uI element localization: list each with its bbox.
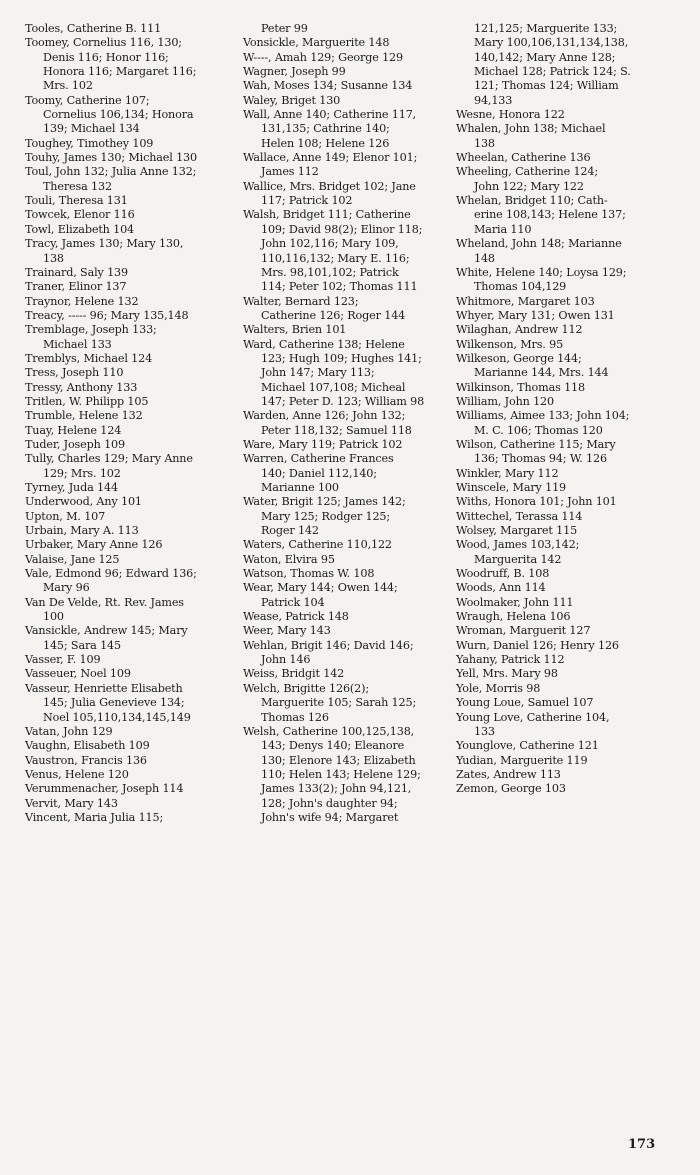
- index-entry: [25, 524, 239, 538]
- index-entry-continuation: Catherine 126; Roger 144: [261, 308, 406, 322]
- index-entry: [25, 280, 239, 294]
- index-entry: [456, 122, 692, 151]
- index-entry-line: Vonsickle, Marguerite 148: [243, 36, 390, 50]
- index-entry-continuation: 145; Julia Genevieve 134;: [43, 696, 185, 710]
- index-entry-line: Woolmaker, John 111: [456, 595, 574, 609]
- index-entry-line: Warden, Anne 126; John 132;: [243, 409, 406, 423]
- index-entry: [25, 208, 239, 222]
- index-entry: [243, 208, 465, 294]
- index-entry-line: Tooles, Catherine B. 111: [25, 22, 162, 35]
- index-entry-continuation: Roger 142: [261, 524, 319, 538]
- index-entry-line: Wood, James 103,142;: [456, 538, 580, 552]
- index-entry-line: Wurn, Daniel 126; Henry 126: [456, 638, 619, 652]
- index-entry-line: Weer, Mary 143: [243, 624, 331, 638]
- index-entry: [456, 667, 692, 681]
- index-entry: [25, 624, 239, 653]
- index-entry: [456, 610, 692, 624]
- index-entry-line: Young Loue, Samuel 107: [456, 696, 594, 710]
- index-entry-line: Wroman, Marguerit 127: [456, 624, 591, 638]
- index-entry-continuation: Honora 116; Margaret 116;: [43, 65, 197, 79]
- index-entry: [25, 667, 239, 681]
- index-entry-line: Ward, Catherine 138; Helene: [243, 337, 405, 351]
- index-entry-line: Weiss, Bridgit 142: [243, 667, 345, 681]
- index-entry: [456, 266, 692, 295]
- index-entry: [25, 596, 239, 625]
- index-entry-line: Woods, Ann 114: [456, 581, 546, 595]
- index-entry-continuation: Peter 118,132; Samuel 118: [261, 423, 412, 437]
- index-entry-line: Zemon, George 103: [456, 782, 566, 796]
- index-entry-line: Wilkeson, George 144;: [456, 351, 582, 365]
- index-entry-continuation: 130; Elenore 143; Elizabeth: [261, 753, 416, 767]
- index-entry: [243, 323, 465, 337]
- index-entry-continuation: Mary 125; Rodger 125;: [261, 509, 391, 523]
- index-entry: [25, 409, 239, 423]
- index-entry-line: Welsh, Catherine 100,125,138,: [243, 724, 415, 738]
- index-entry: [243, 295, 465, 324]
- index-entry: [456, 739, 692, 753]
- index-entry: [25, 266, 239, 280]
- index-entry-continuation: Cornelius 106,134; Honora: [43, 108, 194, 122]
- index-entry: [456, 237, 692, 266]
- index-entry-line: Wilkenson, Mrs. 95: [456, 337, 564, 351]
- index-entry-continuation: 131,135; Cathrine 140;: [261, 122, 390, 136]
- index-entry-line: Vasseuer, Noel 109: [25, 667, 131, 681]
- index-entry-line: Touhy, James 130; Michael 130: [25, 151, 197, 165]
- index-entry: [456, 22, 692, 36]
- index-entry-line: Woodruff, B. 108: [456, 567, 550, 581]
- index-entry: [25, 137, 239, 151]
- index-entry-continuation: 133: [474, 724, 495, 738]
- index-entry-continuation: 123; Hugh 109; Hughes 141;: [261, 351, 422, 365]
- index-entry-line: Water, Brigit 125; James 142;: [243, 495, 406, 509]
- index-entry: [456, 524, 692, 538]
- index-entry-continuation: James 133(2); John 94,121,: [261, 782, 412, 796]
- index-entry: [243, 65, 465, 79]
- index-entry-line: Yudian, Marguerite 119: [456, 753, 588, 767]
- index-entry-continuation: Marguerite 105; Sarah 125;: [261, 696, 417, 710]
- index-entry: [456, 624, 692, 638]
- index-entry-line: Urbaker, Mary Anne 126: [25, 538, 163, 552]
- index-entry-continuation: 148: [474, 251, 495, 265]
- index-entry: [25, 797, 239, 811]
- index-entry: [243, 94, 465, 108]
- index-entry: [25, 295, 239, 309]
- index-entry-line: W----, Amah 129; George 129: [243, 50, 403, 64]
- index-entry-line: Venus, Helene 120: [25, 767, 129, 781]
- index-entry: [25, 366, 239, 380]
- index-entry-line: Verummenacher, Joseph 114: [25, 782, 184, 796]
- index-entry-continuation: 114; Peter 102; Thomas 111: [261, 280, 418, 294]
- index-entry-line: Vansickle, Andrew 145; Mary: [25, 624, 188, 638]
- index-entry: [456, 323, 692, 337]
- index-entry: [456, 79, 692, 93]
- index-entry-continuation: John 147; Mary 113;: [261, 366, 375, 380]
- index-entry-line: Michael 128; Patrick 124; S.: [474, 65, 631, 79]
- index-entry: [243, 667, 465, 681]
- index-entry-line: Wagner, Joseph 99: [243, 65, 346, 79]
- index-entry-line: Yell, Mrs. Mary 98: [456, 667, 558, 681]
- index-entry-line: Waters, Catherine 110,122: [243, 538, 392, 552]
- index-entry: [25, 452, 239, 481]
- index-entry-continuation: 145; Sara 145: [43, 638, 121, 652]
- index-entry: [456, 65, 692, 79]
- index-entry-continuation: 110; Helen 143; Helene 129;: [261, 767, 421, 781]
- index-entry-continuation: Theresa 132: [43, 179, 112, 193]
- index-entry: [243, 438, 465, 452]
- index-entry-line: Wheland, John 148; Marianne: [456, 237, 622, 251]
- index-entry-line: Whyer, Mary 131; Owen 131: [456, 308, 615, 322]
- index-entry: [25, 567, 239, 596]
- index-entry-line: Toughey, Timothey 109: [25, 136, 154, 150]
- index-entry: [25, 395, 239, 409]
- index-entry: [243, 553, 465, 567]
- index-entry-line: Towl, Elizabeth 104: [25, 222, 135, 236]
- index-entry-continuation: 136; Thomas 94; W. 126: [474, 452, 607, 466]
- index-entry-line: Tress, Joseph 110: [25, 366, 124, 380]
- index-entry: [456, 352, 692, 381]
- index-entry-continuation: 110,116,132; Mary E. 116;: [261, 251, 410, 265]
- index-entry: [456, 711, 692, 740]
- index-entry-continuation: Thomas 126: [261, 710, 329, 724]
- index-entry: [456, 409, 692, 438]
- index-entry-continuation: John 122; Mary 122: [474, 179, 584, 193]
- index-entry-line: William, John 120: [456, 394, 554, 408]
- index-entry: [456, 108, 692, 122]
- index-entry-continuation: Helen 108; Helene 126: [261, 136, 390, 150]
- index-entry-line: Wehlan, Brigit 146; David 146;: [243, 638, 414, 652]
- index-entry: [456, 194, 692, 237]
- index-entry: [456, 295, 692, 309]
- index-entry: [456, 754, 692, 768]
- index-entry: [456, 510, 692, 524]
- index-entry-line: 121; Thomas 124; William: [474, 79, 619, 93]
- index-entry-line: Wall, Anne 140; Catherine 117,: [243, 108, 417, 122]
- index-entry: [243, 409, 465, 438]
- index-entry: [456, 782, 692, 796]
- index-entry: [456, 639, 692, 653]
- index-entry-line: Mary 100,106,131,134,138,: [474, 36, 629, 50]
- index-entry-continuation: 129; Mrs. 102: [43, 466, 121, 480]
- index-entry: [243, 180, 465, 209]
- index-entry: [243, 452, 465, 495]
- index-entry-continuation: Noel 105,110,134,145,149: [43, 710, 191, 724]
- index-entry-continuation: 117; Patrick 102: [261, 194, 353, 208]
- index-entry-continuation: Patrick 104: [261, 595, 325, 609]
- index-entry: [243, 639, 465, 668]
- index-entry: [456, 467, 692, 481]
- index-entry-continuation: M. C. 106; Thomas 120: [474, 423, 603, 437]
- index-entry-continuation: Michael 133: [43, 337, 112, 351]
- index-entry-continuation: 139; Michael 134: [43, 122, 140, 136]
- index-entry: [243, 624, 465, 638]
- index-entry: [25, 352, 239, 366]
- index-entry-continuation: 138: [43, 251, 64, 265]
- index-entry-line: Vervit, Mary 143: [25, 796, 118, 810]
- index-entry-line: Waton, Elvira 95: [243, 552, 335, 566]
- index-entry-line: Wear, Mary 144; Owen 144;: [243, 581, 398, 595]
- index-entry: [456, 51, 692, 65]
- index-entry-line: Upton, M. 107: [25, 509, 106, 523]
- index-entry-line: Welch, Brigitte 126(2);: [243, 681, 369, 695]
- index-entry: [25, 22, 239, 36]
- index-entry-line: Treacy, ----- 96; Mary 135,148: [25, 308, 189, 322]
- index-entry-line: Vaustron, Francis 136: [25, 753, 147, 767]
- index-entry-line: Winkler, Mary 112: [456, 466, 559, 480]
- index-entry: [243, 151, 465, 180]
- index-entry: [25, 682, 239, 725]
- index-entry-line: Peter 99: [261, 22, 308, 35]
- index-entry: [243, 495, 465, 538]
- index-entry-line: Yole, Morris 98: [456, 681, 541, 695]
- index-entry-line: Tressy, Anthony 133: [25, 380, 138, 394]
- index-entry-line: Traynor, Helene 132: [25, 294, 139, 308]
- index-entry: [25, 768, 239, 782]
- index-entry: [25, 94, 239, 137]
- index-entry: [25, 36, 239, 93]
- index-entry-continuation: 140; Daniel 112,140;: [261, 466, 377, 480]
- index-entry: [25, 811, 239, 825]
- index-entry: [25, 653, 239, 667]
- index-entry-line: 140,142; Mary Anne 128;: [474, 50, 616, 64]
- index-entry: [456, 309, 692, 323]
- index-column-3: [456, 22, 692, 797]
- index-entry: [456, 94, 692, 108]
- index-entry-line: Walsh, Bridget 111; Catherine: [243, 208, 411, 222]
- index-entry-continuation: John 102,116; Mary 109,: [261, 237, 399, 251]
- index-entry: [456, 165, 692, 194]
- index-entry-continuation: Marianne 144, Mrs. 144: [474, 366, 609, 380]
- index-entry-line: Toomey, Cornelius 116, 130;: [25, 36, 182, 50]
- index-entry: [25, 165, 239, 194]
- index-entry-line: Walters, Brien 101: [243, 323, 347, 337]
- index-entry: [25, 495, 239, 509]
- index-entry-continuation: Maria 110: [474, 222, 532, 236]
- index-entry-line: Wilkinson, Thomas 118: [456, 380, 585, 394]
- index-entry: [243, 108, 465, 151]
- index-entry: [456, 538, 692, 567]
- index-entry-line: Yahany, Patrick 112: [456, 653, 565, 667]
- index-entry: [243, 338, 465, 410]
- index-entry-line: Williams, Aimee 133; John 104;: [456, 409, 630, 423]
- index-entry-line: Withs, Honora 101; John 101: [456, 495, 617, 509]
- index-entry-line: Van De Velde, Rt. Rev. James: [25, 595, 184, 609]
- index-entry: [25, 381, 239, 395]
- index-entry-line: Toomy, Catherine 107;: [25, 93, 150, 107]
- index-entry-line: Touli, Theresa 131: [25, 194, 128, 208]
- index-entry: [243, 22, 465, 36]
- index-entry: [456, 682, 692, 696]
- index-entry-continuation: Michael 107,108; Micheal: [261, 380, 406, 394]
- index-entry-continuation: Marguerita 142: [474, 552, 562, 566]
- index-entry-line: Waley, Briget 130: [243, 93, 341, 107]
- index-entry: [25, 725, 239, 739]
- index-entry: [25, 323, 239, 352]
- index-entry-line: Trainard, Saly 139: [25, 265, 128, 279]
- index-entry-line: Tuder, Joseph 109: [25, 437, 125, 451]
- index-entry-line: Vale, Edmond 96; Edward 136;: [25, 567, 197, 581]
- index-entry-continuation: Mrs. 102: [43, 79, 93, 93]
- index-entry-line: Whelan, Bridget 110; Cath-: [456, 194, 608, 208]
- index-entry: [25, 553, 239, 567]
- index-entry-continuation: Denis 116; Honor 116;: [43, 50, 169, 64]
- index-column-2: [243, 22, 465, 825]
- page-number: 173: [628, 1137, 656, 1152]
- index-entry-line: Whalen, John 138; Michael: [456, 122, 606, 136]
- index-entry-line: Walter, Bernard 123;: [243, 294, 359, 308]
- index-entry-line: Winscele, Mary 119: [456, 481, 567, 494]
- index-entry-line: Vaughn, Elisabeth 109: [25, 739, 150, 753]
- index-entry-line: Urbain, Mary A. 113: [25, 524, 139, 538]
- index-entry: [25, 151, 239, 165]
- index-entry-line: White, Helene 140; Loysa 129;: [456, 265, 627, 279]
- index-entry: [243, 538, 465, 552]
- index-entry: [25, 424, 239, 438]
- index-entry-line: Warren, Catherine Frances: [243, 452, 394, 466]
- index-entry-line: Tremblage, Joseph 133;: [25, 323, 157, 337]
- index-entry-continuation: John 146: [261, 653, 311, 667]
- index-entry-continuation: Mary 96: [43, 581, 90, 595]
- index-entry: [456, 151, 692, 165]
- index-entry-line: Wilson, Catherine 115; Mary: [456, 437, 616, 451]
- index-entry-line: Wilaghan, Andrew 112: [456, 323, 583, 337]
- index-entry: [456, 596, 692, 610]
- index-entry: [456, 696, 692, 710]
- index-entry-continuation: 100: [43, 610, 64, 624]
- index-entry-line: Wolsey, Margaret 115: [456, 524, 578, 538]
- index-entry-line: Wheeling, Catherine 124;: [456, 165, 598, 179]
- index-entry-line: Wallace, Anne 149; Elenor 101;: [243, 151, 418, 165]
- index-entry-continuation: 143; Denys 140; Eleanore: [261, 739, 405, 753]
- index-entry-line: Ware, Mary 119; Patrick 102: [243, 437, 403, 451]
- index-entry: [456, 481, 692, 495]
- index-entry: [25, 223, 239, 237]
- index-entry: [25, 782, 239, 796]
- index-entry-line: Wheelan, Catherine 136: [456, 151, 591, 165]
- index-entry: [456, 438, 692, 467]
- index-entry-continuation: 138: [474, 136, 495, 150]
- index-entry: [456, 581, 692, 595]
- index-entry-line: Wah, Moses 134; Susanne 134: [243, 79, 413, 93]
- index-entry: [243, 610, 465, 624]
- index-entry-line: Tritlen, W. Philipp 105: [25, 394, 149, 408]
- index-entry-line: Toul, John 132; Julia Anne 132;: [25, 165, 197, 179]
- index-entry-line: Trumble, Helene 132: [25, 409, 143, 423]
- index-entry-continuation: Mrs. 98,101,102; Patrick: [261, 265, 399, 279]
- index-entry-line: Wittechel, Terassa 114: [456, 509, 583, 523]
- index-entry: [243, 581, 465, 610]
- index-entry: [243, 51, 465, 65]
- index-entry-line: 121,125; Marguerite 133;: [474, 22, 618, 35]
- index-entry: [456, 381, 692, 395]
- index-entry-line: Tuay, Helene 124: [25, 423, 122, 437]
- index-entry-continuation: 128; John's daughter 94;: [261, 796, 398, 810]
- index-entry: [456, 338, 692, 352]
- index-entry-continuation: 147; Peter D. 123; William 98: [261, 394, 425, 408]
- index-entry-line: Whitmore, Margaret 103: [456, 294, 595, 308]
- index-entry-line: Wraugh, Helena 106: [456, 610, 571, 624]
- index-entry-continuation: Thomas 104,129: [474, 280, 567, 294]
- index-entry: [25, 237, 239, 266]
- index-entry-line: Wallice, Mrs. Bridget 102; Jane: [243, 179, 416, 193]
- index-entry-line: Tracy, James 130; Mary 130,: [25, 237, 184, 251]
- index-entry: [456, 768, 692, 782]
- index-entry-line: Younglove, Catherine 121: [456, 739, 599, 753]
- index-entry: [25, 538, 239, 552]
- index-entry-line: Vasser, F. 109: [25, 653, 101, 667]
- index-entry: [25, 481, 239, 495]
- index-entry: [243, 682, 465, 725]
- index-entry-line: Valaise, Jane 125: [25, 552, 120, 566]
- index-entry-line: Watson, Thomas W. 108: [243, 567, 375, 581]
- index-entry: [25, 510, 239, 524]
- index-entry: [243, 567, 465, 581]
- index-entry-continuation: Marianne 100: [261, 481, 339, 494]
- index-entry: [456, 495, 692, 509]
- index-entry: [456, 395, 692, 409]
- index-entry-continuation: erine 108,143; Helene 137;: [474, 208, 626, 222]
- index-entry-continuation: 109; David 98(2); Elinor 118;: [261, 222, 423, 236]
- index-entry: [25, 309, 239, 323]
- index-entry-continuation: John's wife 94; Margaret: [261, 810, 399, 824]
- index-entry-line: Underwood, Any 101: [25, 495, 142, 509]
- index-entry-line: Towcek, Elenor 116: [25, 208, 135, 222]
- index-entry: [25, 438, 239, 452]
- index-entry-line: Wease, Patrick 148: [243, 610, 349, 624]
- index-entry-line: Tremblys, Michael 124: [25, 351, 153, 365]
- index-entry: [243, 36, 465, 50]
- index-entry-line: Vincent, Maria Julia 115;: [25, 810, 164, 824]
- index-entry: [456, 567, 692, 581]
- index-entry: [243, 725, 465, 825]
- index-entry: [25, 739, 239, 753]
- index-entry-line: 94,133: [474, 93, 513, 107]
- index-entry-line: Traner, Elinor 137: [25, 280, 127, 294]
- index-entry: [456, 653, 692, 667]
- index-entry: [25, 194, 239, 208]
- index-entry-line: Tully, Charles 129; Mary Anne: [25, 452, 193, 466]
- index-entry-line: Young Love, Catherine 104,: [456, 710, 610, 724]
- index-entry-line: Vatan, John 129: [25, 724, 113, 738]
- index-entry: [25, 754, 239, 768]
- index-column-1: [25, 22, 239, 825]
- index-entry-continuation: James 112: [261, 165, 319, 179]
- index-entry-line: Wesne, Honora 122: [456, 108, 565, 122]
- index-entry: [456, 36, 692, 50]
- index-entry-line: Vasseur, Henriette Elisabeth: [25, 681, 183, 695]
- index-entry: [243, 79, 465, 93]
- index-entry-line: Zates, Andrew 113: [456, 767, 561, 781]
- index-entry-line: Tyrney, Juda 144: [25, 481, 118, 494]
